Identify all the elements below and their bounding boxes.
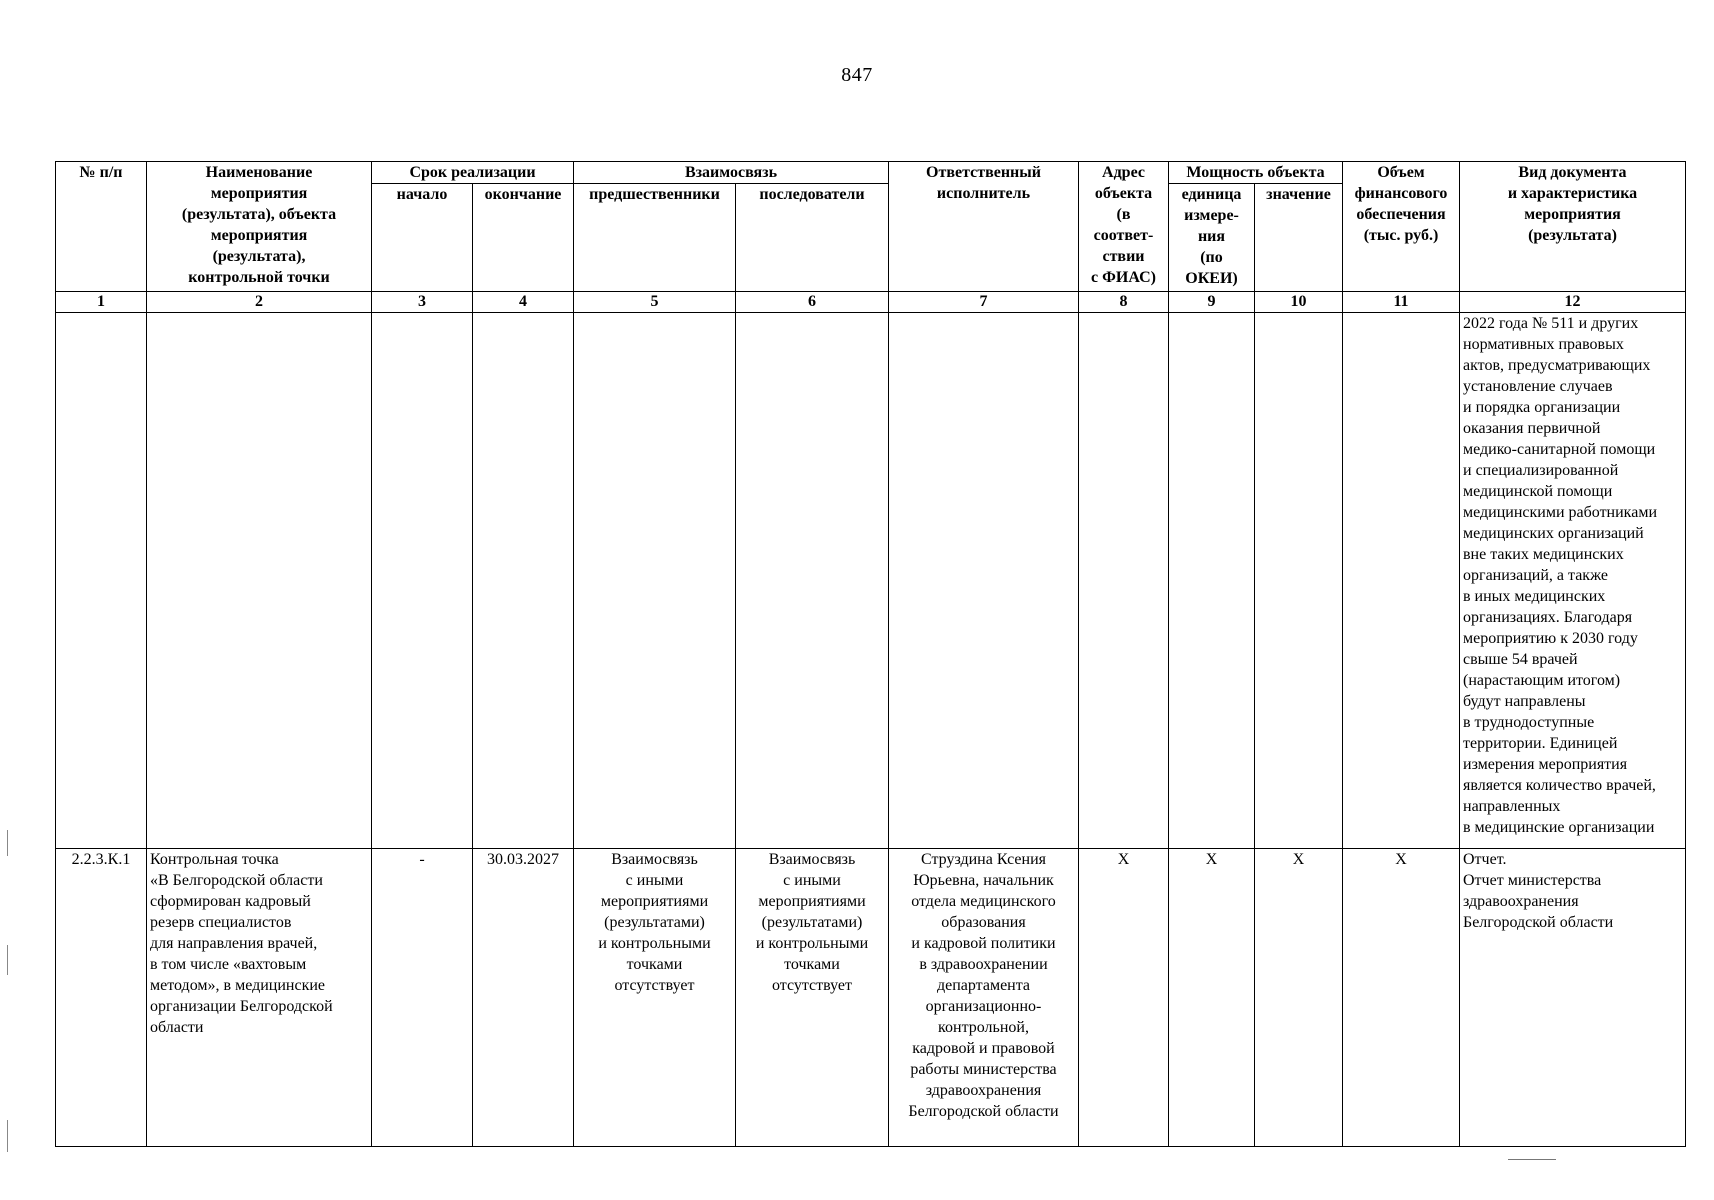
term-start-value: - (372, 849, 473, 1147)
header-capacity-value: значение (1255, 184, 1343, 292)
header-term-group: Срок реализации (372, 162, 574, 184)
column-number: 7 (889, 292, 1079, 313)
capacity-value: Х (1255, 849, 1343, 1147)
term-end-value: 30.03.2027 (473, 849, 574, 1147)
column-number: 4 (473, 292, 574, 313)
column-number: 12 (1460, 292, 1686, 313)
header-number: № п/п (56, 162, 147, 292)
column-number: 5 (574, 292, 736, 313)
table-cell (574, 313, 736, 849)
column-number: 1 (56, 292, 147, 313)
table-cell (473, 313, 574, 849)
header-capacity-unit: единица измере- ния (по ОКЕИ) (1169, 184, 1255, 292)
column-number: 8 (1079, 292, 1169, 313)
column-numbers-row (56, 292, 1686, 313)
header-document-type: Вид документа и характеристика мероприятия (результата) (1460, 162, 1686, 292)
scan-artifact-mark (7, 830, 8, 856)
scan-artifact-dash (1508, 1159, 1556, 1160)
responsible-value: Струздина Ксения Юрьевна, начальник отдела медицинского образования и кадровой политики в здравоохранении департамента организационно- контрольной, кадровой и правовой работы министерства здравоохранения Белгородской области (889, 849, 1079, 1147)
column-number: 10 (1255, 292, 1343, 313)
table-cell (372, 313, 473, 849)
header-link-predecessors: предшественники (574, 184, 736, 292)
table-cell (889, 313, 1079, 849)
events-plan-table (55, 161, 1686, 1147)
table-cell (1343, 313, 1460, 849)
table-header-row-1 (56, 162, 1686, 184)
header-link-group: Взаимосвязь (574, 162, 889, 184)
page-number: 847 (841, 64, 873, 86)
table-row-control-point (56, 849, 1686, 1147)
header-term-end: окончание (473, 184, 574, 292)
scan-artifact-mark (7, 1120, 8, 1152)
column-number: 11 (1343, 292, 1460, 313)
capacity-unit-value: Х (1169, 849, 1255, 1147)
column-number: 2 (147, 292, 372, 313)
predecessors-value: Взаимосвязь с иными мероприятиями (результатами) и контрольными точками отсутствует (574, 849, 736, 1147)
header-responsible: Ответственный исполнитель (889, 162, 1079, 292)
table-cell (1255, 313, 1343, 849)
table-row-continuation (56, 313, 1686, 849)
successors-value: Взаимосвязь с иными мероприятиями (результатами) и контрольными точками отсутствует (736, 849, 889, 1147)
header-term-start: начало (372, 184, 473, 292)
header-link-successors: последователи (736, 184, 889, 292)
document-type-value: Отчет. Отчет министерства здравоохранения Белгородской области (1460, 849, 1686, 1147)
address-value: Х (1079, 849, 1169, 1147)
table-cell (56, 313, 147, 849)
header-address: Адрес объекта (в соответ- ствии с ФИАС) (1079, 162, 1169, 292)
column-number: 9 (1169, 292, 1255, 313)
scan-artifact-mark (7, 945, 8, 975)
header-event-name: Наименование мероприятия (результата), объекта мероприятия (результата), контрольной точки (147, 162, 372, 292)
column-number: 3 (372, 292, 473, 313)
row-number: 2.2.3.К.1 (56, 849, 147, 1147)
table-cell (736, 313, 889, 849)
column-number: 6 (736, 292, 889, 313)
table-cell (147, 313, 372, 849)
document-description-continued: 2022 года № 511 и других нормативных правовых актов, предусматривающих установление случаев и порядка организации оказания первичной медико-санитарной помощи и специализированной медицинской помощи медицинскими работниками медицинских организаций вне таких медицинских организаций, а также в иных медицинских организациях. Благодаря мероприятию к 2030 году свыше 54 врачей (нарастающим итогом) будут направлены в труднодоступные территории. Единицей измерения мероприятия является количество врачей, направленных в медицинские организации (1460, 313, 1686, 849)
financing-value: Х (1343, 849, 1460, 1147)
header-financing: Объем финансового обеспечения (тыс. руб.) (1343, 162, 1460, 292)
header-capacity-group: Мощность объекта (1169, 162, 1343, 184)
table-cell (1079, 313, 1169, 849)
control-point-name: Контрольная точка «В Белгородской области сформирован кадровый резерв специалистов для направления врачей, в том числе «вахтовым методом», в медицинские организации Белгородской области (147, 849, 372, 1147)
table-cell (1169, 313, 1255, 849)
